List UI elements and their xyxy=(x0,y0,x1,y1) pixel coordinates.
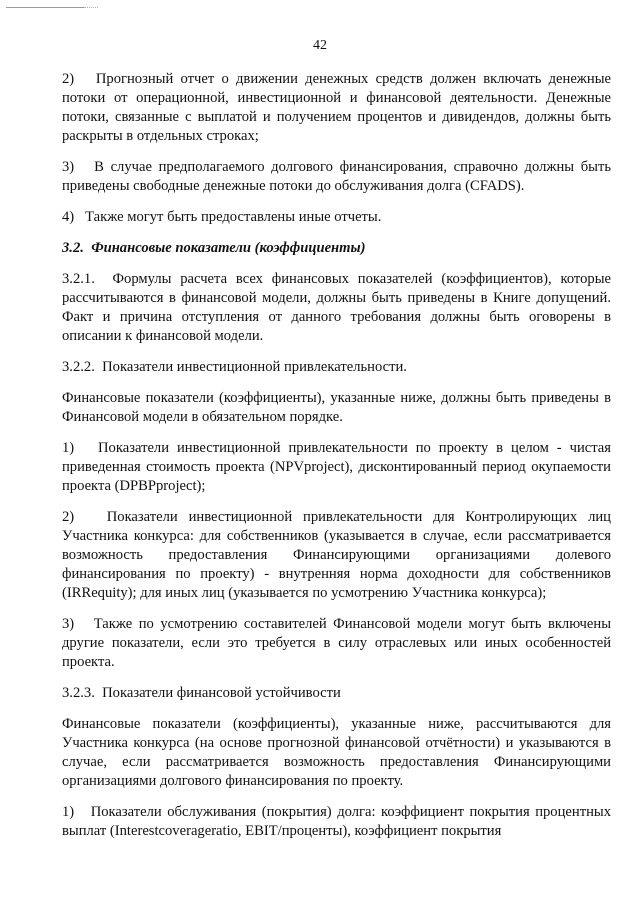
scan-artifact-dots xyxy=(84,7,98,8)
list-item-3-2-3-1: 1) Показатели обслуживания (покрытия) долга: коэффициент покрытия процентных выплат (Interestcoverageratio, EBIT/проценты), коэффициент покрытия xyxy=(62,804,611,839)
subheading-3-2-2: 3.2.2. Показатели инвестиционной привлекательности. xyxy=(62,359,407,375)
section-heading-3-2: 3.2. Финансовые показатели (коэффициенты) xyxy=(62,240,366,256)
paragraph-cfads: 3) В случае предполагаемого долгового финансирования, справочно должны быть приведены свободные денежные потоки до обслуживания долга (CFADS). xyxy=(62,159,611,194)
paragraph-3-2-2-intro: Финансовые показатели (коэффициенты), указанные ниже, должны быть приведены в Финансовой модели в обязательном порядке. xyxy=(62,390,611,425)
subheading-3-2-3: 3.2.3. Показатели финансовой устойчивости xyxy=(62,685,341,701)
paragraph-cash-flow-statement: 2) Прогнозный отчет о движении денежных средств должен включать денежные потоки от операционной, инвестиционной и финансовой деятельности. Денежные потоки, связанные с выплатой и получением процентов и дивидендов, должны быть раскрыты в отдельных строках; xyxy=(62,71,611,144)
paragraph-3-2-3-intro: Финансовые показатели (коэффициенты), указанные ниже, рассчитываются для Участника конкурса (на основе прогнозной финансовой отчётности) и указываются в случае, если рассматривается возможность предоставления Финансирующими организациями долгового финансирования по проекту. xyxy=(62,716,611,789)
document-body xyxy=(62,70,611,853)
paragraph-other-reports: 4) Также могут быть предоставлены иные отчеты. xyxy=(62,209,382,225)
paragraph-3-2-1: 3.2.1. Формулы расчета всех финансовых показателей (коэффициентов), которые рассчитываются в финансовой модели, должны быть приведены в Книге допущений. Факт и причина отступления от данного требования должны быть оговорены в описании к финансовой модели. xyxy=(62,271,611,344)
page-number: 42 xyxy=(313,38,327,53)
list-item-3-2-2-1: 1) Показатели инвестиционной привлекательности по проекту в целом - чистая приведенная стоимость проекта (NPVproject), дисконтированный период окупаемости проекта (DPBPproject); xyxy=(62,440,611,494)
scan-artifact-line xyxy=(6,7,84,8)
list-item-3-2-2-2: 2) Показатели инвестиционной привлекательности для Контролирующих лиц Участника конкурса: для собственников (указывается в случае, если рассматривается возможность предоставления Финансирующими организациями долевого финансирования по проекту) - внутренняя норма доходности для собственников (IRRequity); для иных лиц (указывается по усмотрению Участника конкурса); xyxy=(62,509,611,601)
list-item-3-2-2-3: 3) Также по усмотрению составителей Финансовой модели могут быть включены другие показатели, если это требуется в силу отраслевых или иных особенностей проекта. xyxy=(62,616,611,670)
